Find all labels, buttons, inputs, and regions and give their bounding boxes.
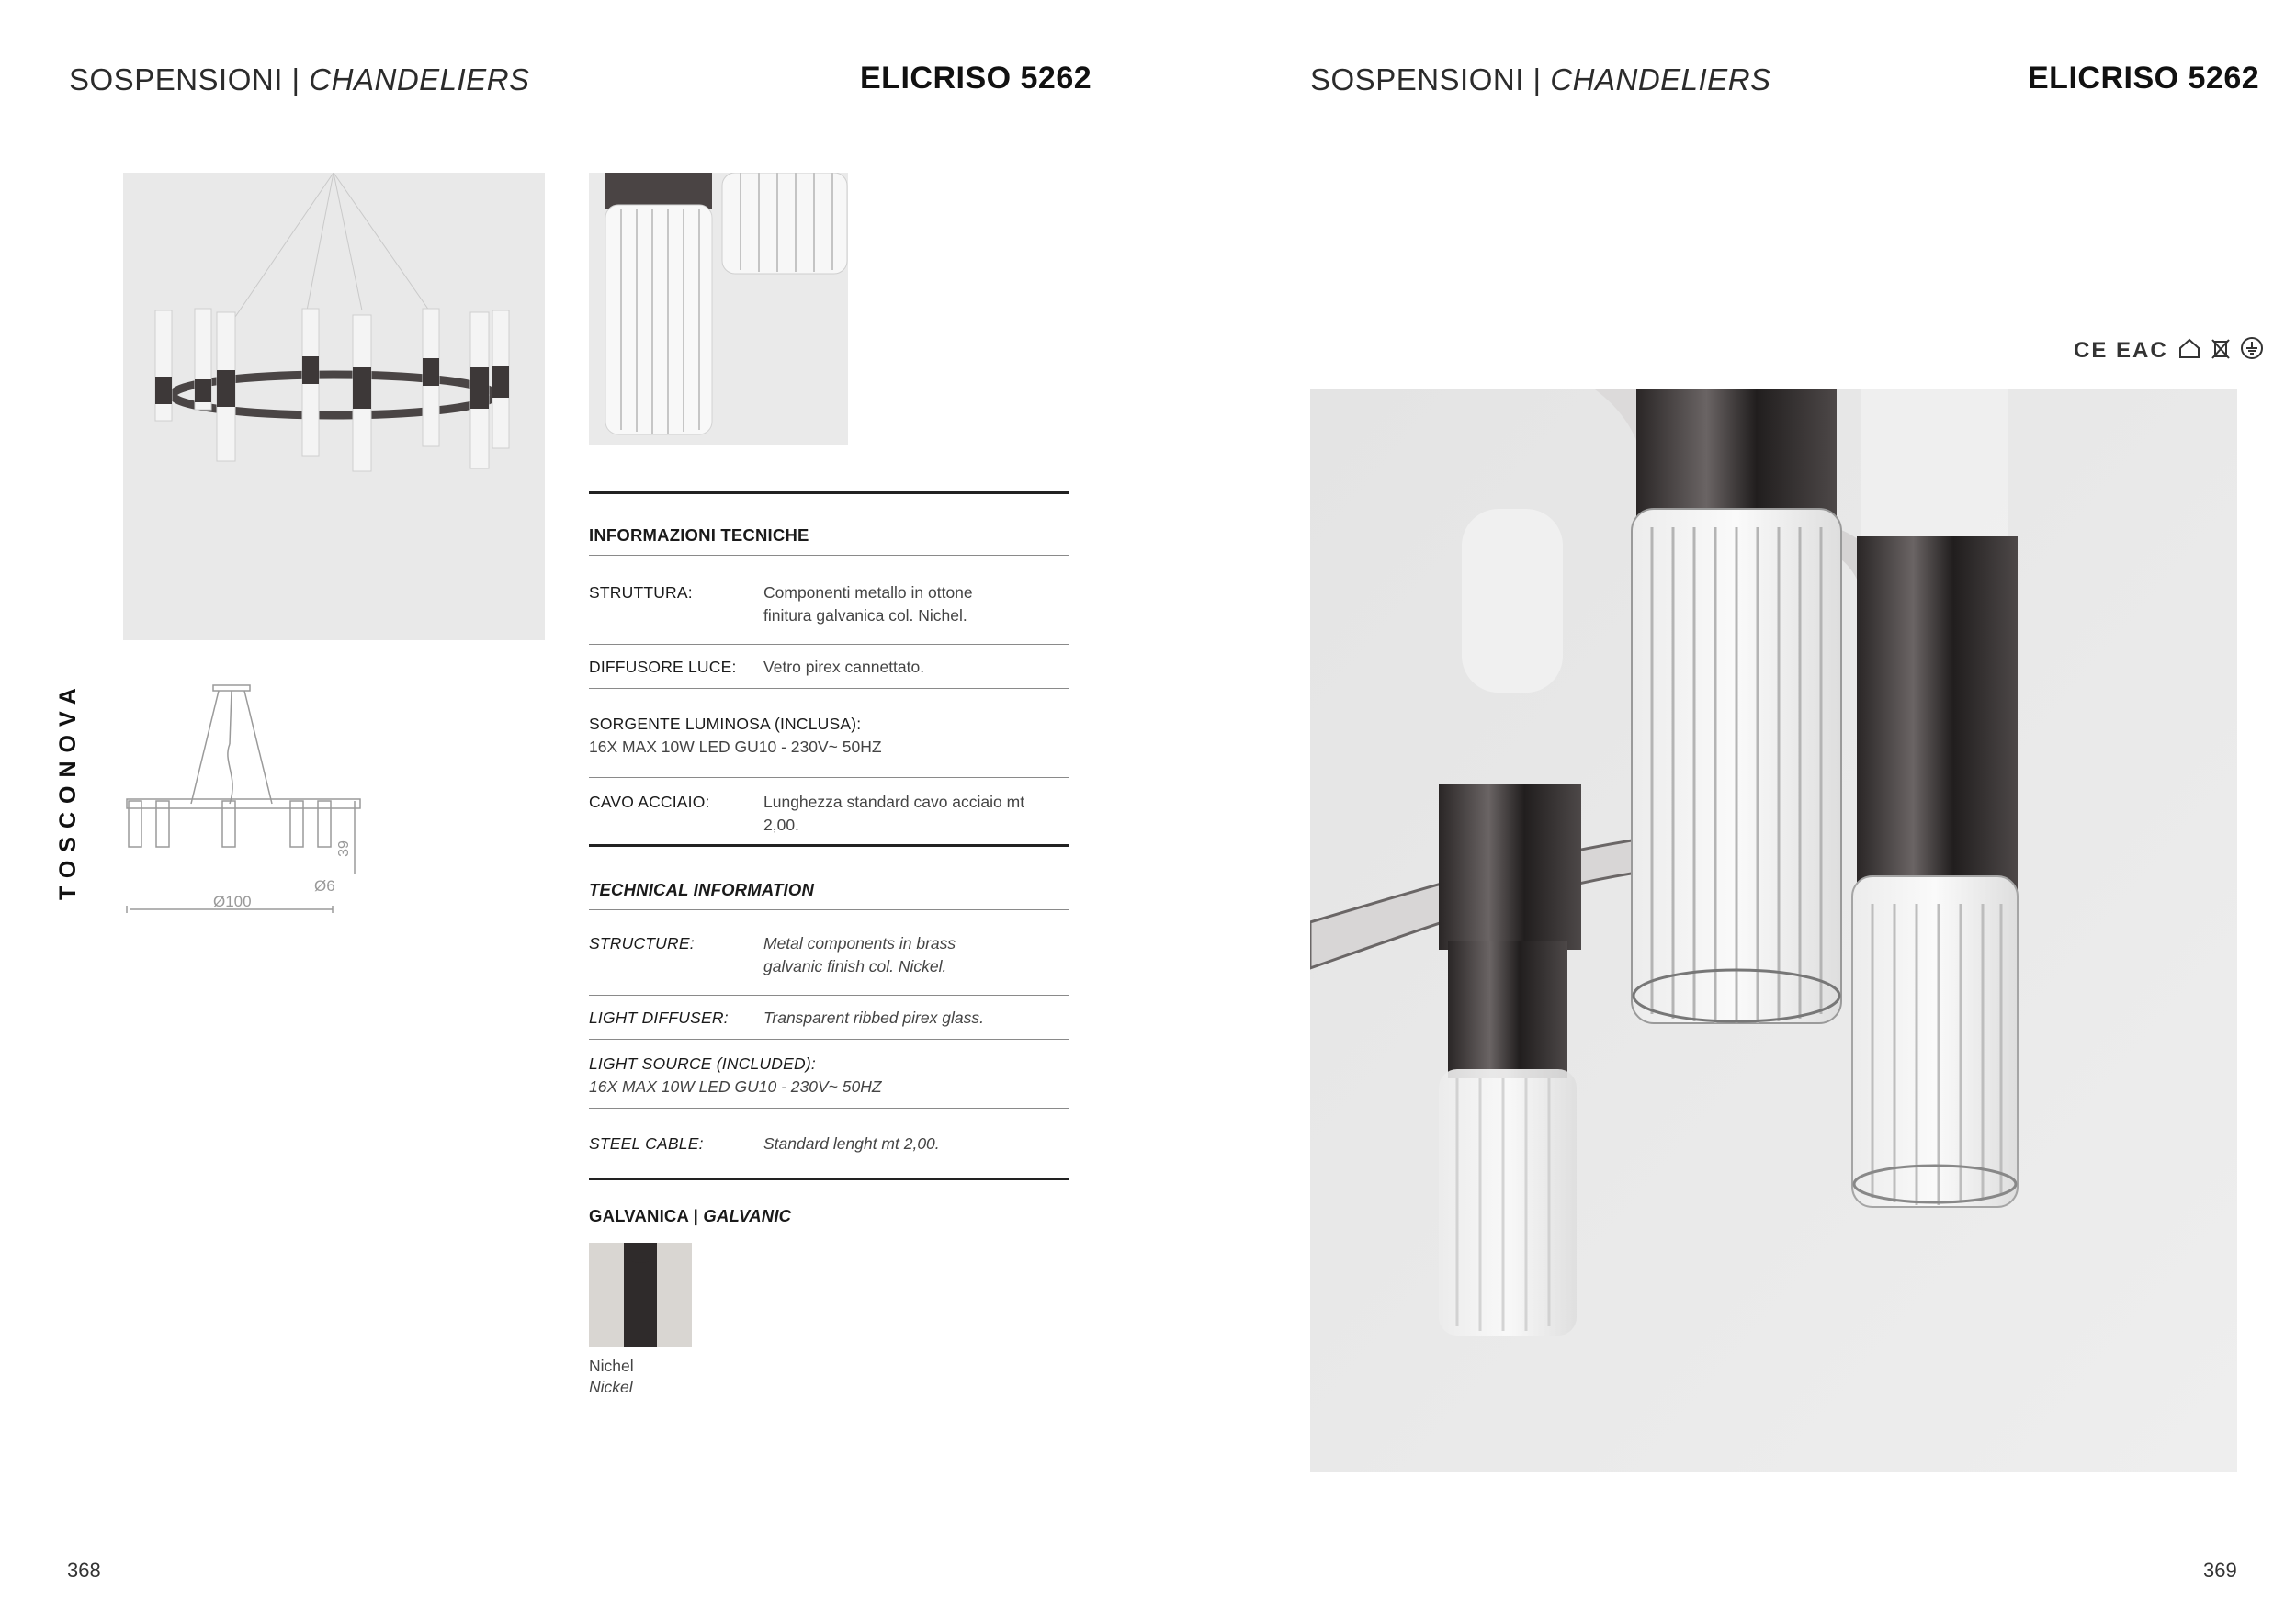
section-label-italic: CHANDELIERS xyxy=(309,62,530,96)
finish-name-en: Nickel xyxy=(589,1378,633,1396)
ce-eac-mark: CE EAC xyxy=(2074,337,2168,363)
page-number-left: 368 xyxy=(67,1559,101,1582)
diagram-small-diameter-label: Ø6 xyxy=(314,877,335,895)
page-number-right: 369 xyxy=(2203,1559,2237,1582)
left-model-title: ELICRISO 5262 xyxy=(860,61,1092,96)
spec-label: CAVO ACCIAIO: xyxy=(589,793,710,811)
left-section-heading xyxy=(69,62,530,97)
spec-block xyxy=(589,1040,1069,1108)
spec-row xyxy=(589,556,1069,644)
spec-value: 16X MAX 10W LED GU10 - 230V~ 50HZ xyxy=(589,1077,882,1096)
technical-table xyxy=(589,491,1069,1397)
spec-value: Componenti metallo in ottone finitura galvanica col. Nichel. xyxy=(763,583,973,625)
indoor-use-icon xyxy=(2177,336,2201,365)
product-photo-detail xyxy=(589,173,848,445)
technical-drawing xyxy=(123,680,371,919)
spec-value: Transparent ribbed pirex glass. xyxy=(763,1009,984,1027)
spec-label: DIFFUSORE LUCE: xyxy=(589,658,737,676)
product-photo-full xyxy=(123,173,545,640)
finish-name-it: Nichel xyxy=(589,1357,634,1375)
spec-label: LIGHT SOURCE (INCLUDED): xyxy=(589,1054,816,1073)
spec-row xyxy=(589,778,1069,844)
tech-title-en: TECHNICAL INFORMATION xyxy=(589,880,815,899)
ground-icon xyxy=(2240,336,2264,365)
diagram-diameter-label: Ø100 xyxy=(213,893,252,910)
weee-bin-icon xyxy=(2211,336,2231,365)
spec-label: SORGENTE LUMINOSA (INCLUSA): xyxy=(589,715,862,733)
brand-vertical: TOSCONOVA xyxy=(55,680,81,900)
spec-label: STEEL CABLE: xyxy=(589,1134,704,1153)
certification-icons xyxy=(2074,336,2264,365)
section-label-italic: CHANDELIERS xyxy=(1550,62,1771,96)
diagram-height-label: 39 xyxy=(335,840,352,857)
spec-label: STRUTTURA: xyxy=(589,583,693,602)
product-photo-closeup xyxy=(1310,389,2237,1472)
section-label: SOSPENSIONI | xyxy=(69,62,310,96)
section-label: SOSPENSIONI | xyxy=(1310,62,1551,96)
tech-title-it: INFORMAZIONI TECNICHE xyxy=(589,525,809,545)
right-model-title: ELICRISO 5262 xyxy=(2028,61,2260,96)
finish-swatch-nickel xyxy=(589,1243,692,1347)
spec-value: Vetro pirex cannettato. xyxy=(763,658,925,676)
right-section-heading xyxy=(1310,62,1771,97)
spec-value: Lunghezza standard cavo acciaio mt 2,00. xyxy=(763,793,1025,834)
spec-row xyxy=(589,1109,1069,1178)
spec-value: Metal components in brass galvanic finish col. Nickel. xyxy=(763,934,956,975)
galvanic-label: GALVANICA | xyxy=(589,1206,704,1225)
spec-block xyxy=(589,689,1069,777)
galvanic-title xyxy=(589,1180,1069,1235)
spec-label: STRUCTURE: xyxy=(589,934,695,953)
spec-label: LIGHT DIFFUSER: xyxy=(589,1009,729,1027)
spec-row xyxy=(589,996,1069,1039)
spec-row xyxy=(589,645,1069,688)
spec-value: Standard lenght mt 2,00. xyxy=(763,1134,940,1153)
galvanic-label-italic: GALVANIC xyxy=(703,1206,792,1225)
spec-value: 16X MAX 10W LED GU10 - 230V~ 50HZ xyxy=(589,738,882,756)
spec-row xyxy=(589,910,1069,995)
